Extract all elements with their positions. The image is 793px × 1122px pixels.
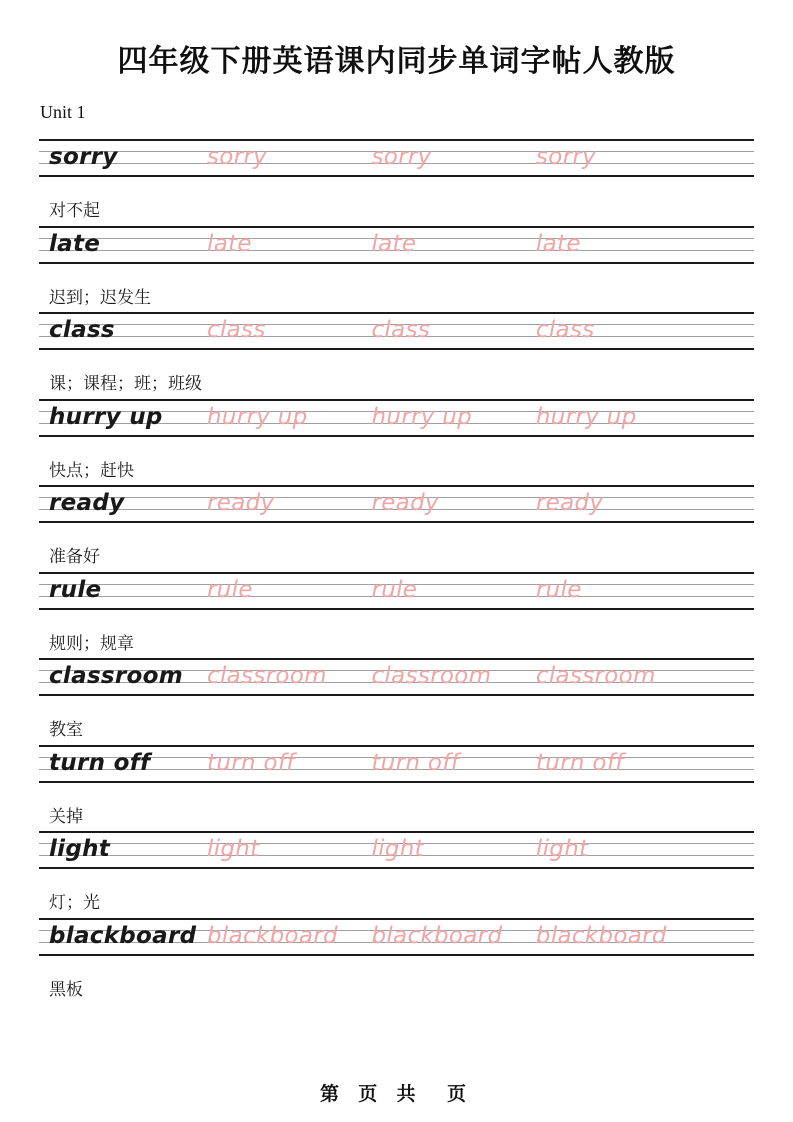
practice-stave (39, 918, 754, 956)
trace-word: rule (535, 576, 582, 603)
word-row (39, 918, 754, 1005)
practice-word: hurry up (49, 403, 163, 430)
word-rows (39, 139, 754, 1004)
practice-stave (39, 139, 754, 177)
word-row (39, 485, 754, 572)
practice-word: rule (49, 576, 102, 603)
trace-word: rule (371, 576, 418, 603)
trace-word: sorry (535, 144, 596, 170)
word-row (39, 139, 754, 226)
practice-word: turn off (49, 749, 151, 776)
practice-stave (39, 226, 754, 264)
word-meaning: 迟到；迟发生 (49, 287, 151, 308)
trace-word: class (207, 317, 266, 343)
word-row (39, 572, 754, 659)
unit-label: Unit 1 (40, 102, 86, 122)
trace-word: hurry up (207, 403, 308, 430)
trace-word: class (535, 317, 595, 343)
page-footer: 第 页 共 页 (319, 1084, 474, 1105)
word-meaning: 规则；规章 (49, 633, 134, 654)
trace-word: hurry up (371, 403, 473, 430)
practice-stave (39, 485, 754, 523)
practice-stave (39, 658, 754, 696)
practice-word: light (49, 836, 111, 862)
trace-word: hurry up (535, 403, 637, 430)
word-row (39, 226, 754, 313)
practice-word: class (49, 317, 115, 343)
trace-word: classroom (207, 663, 327, 689)
word-meaning: 黑板 (49, 979, 83, 1000)
word-row (39, 831, 754, 918)
practice-word: classroom (49, 663, 184, 689)
word-meaning: 快点；赶快 (49, 460, 134, 481)
trace-word: blackboard (371, 922, 503, 949)
page-title: 四年级下册英语课内同步单词字帖人教版 (117, 45, 676, 78)
trace-word: ready (207, 490, 275, 516)
word-meaning: 准备好 (49, 547, 100, 567)
trace-word: late (371, 230, 417, 257)
trace-word: classroom (371, 663, 492, 689)
trace-word: light (371, 836, 424, 862)
practice-word: late (49, 230, 101, 257)
trace-word: light (535, 836, 589, 862)
trace-word: ready (535, 490, 604, 516)
word-row (39, 745, 754, 832)
trace-word: turn off (371, 749, 460, 776)
trace-word: class (371, 317, 431, 343)
trace-word: turn off (535, 749, 624, 776)
word-meaning: 灯；光 (49, 893, 100, 913)
trace-word: blackboard (535, 922, 667, 949)
practice-stave (39, 312, 754, 350)
word-row (39, 312, 754, 399)
word-meaning: 教室 (49, 720, 83, 740)
word-meaning: 课；课程；班；班级 (49, 374, 202, 394)
trace-word: turn off (207, 749, 295, 776)
trace-word: rule (207, 576, 253, 603)
trace-word: light (207, 836, 260, 862)
practice-word: sorry (49, 144, 118, 170)
trace-word: sorry (207, 144, 268, 170)
word-meaning: 对不起 (49, 201, 100, 221)
trace-word: late (207, 230, 252, 257)
trace-word: ready (371, 490, 439, 516)
practice-word: blackboard (49, 922, 197, 949)
practice-word: ready (49, 490, 125, 516)
practice-stave (39, 572, 754, 610)
word-row (39, 658, 754, 745)
word-row (39, 399, 754, 486)
word-meaning: 关掉 (49, 806, 83, 827)
trace-word: classroom (535, 663, 656, 689)
practice-stave (39, 745, 754, 783)
practice-stave (39, 399, 754, 437)
practice-stave (39, 831, 754, 869)
trace-word: sorry (371, 144, 432, 170)
trace-word: blackboard (207, 922, 338, 949)
trace-word: late (535, 230, 581, 257)
